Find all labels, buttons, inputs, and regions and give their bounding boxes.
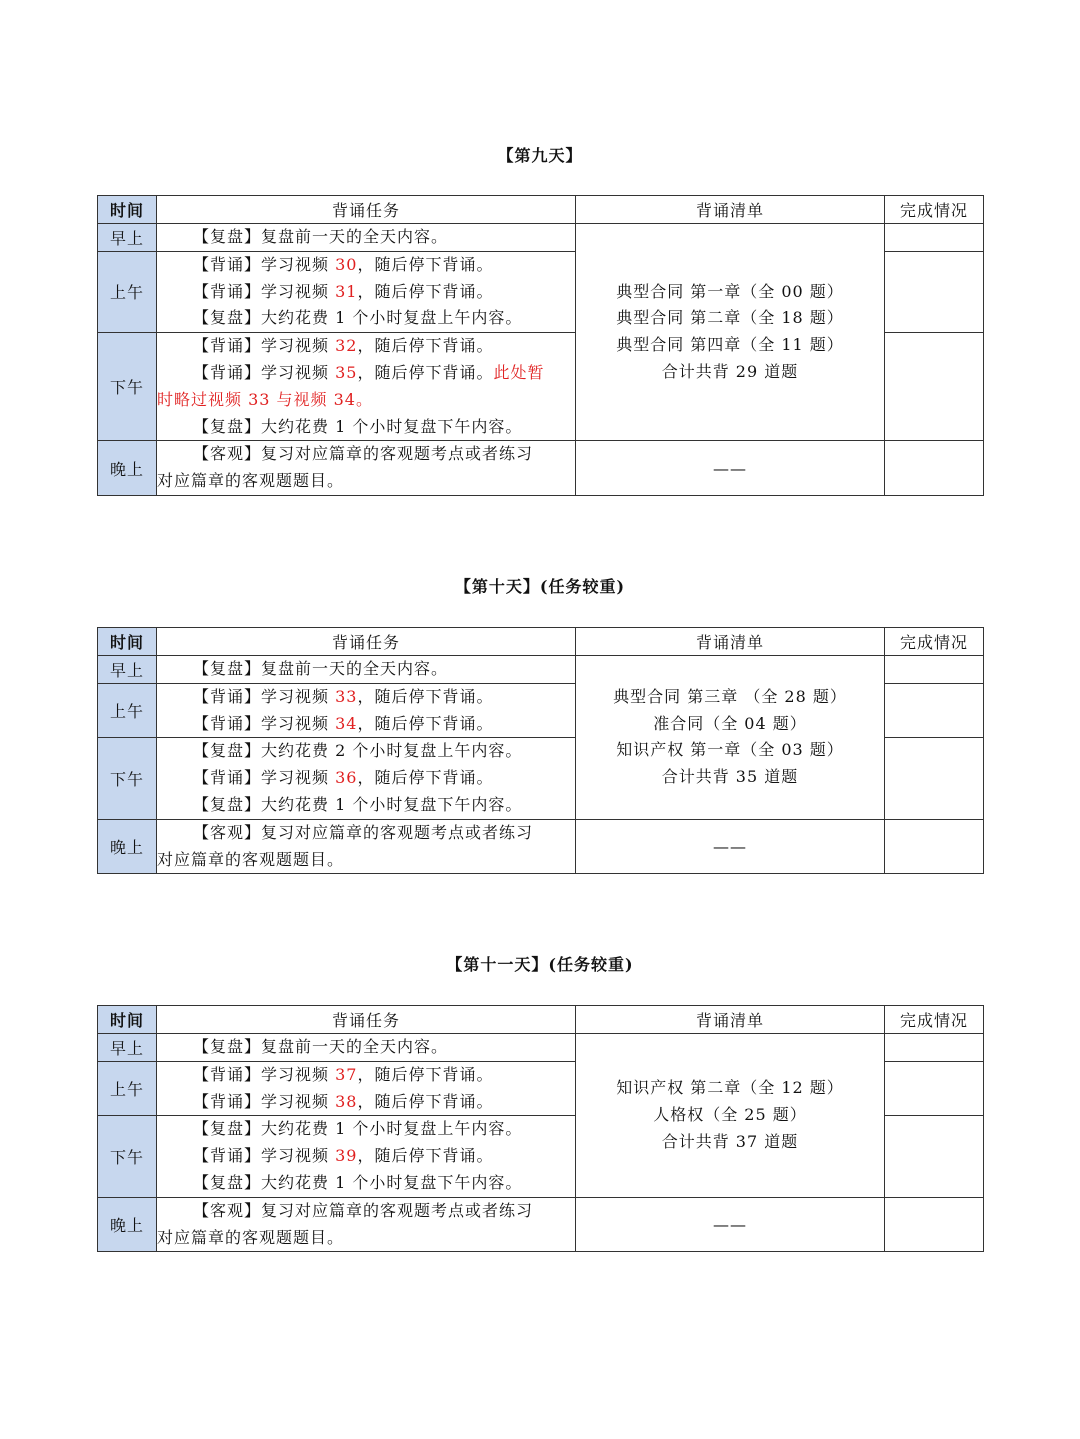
table-row-evening	[98, 819, 984, 874]
table-header-row	[98, 196, 984, 224]
period-forenoon: 上午	[98, 1061, 157, 1116]
status-cell[interactable]	[885, 683, 984, 738]
list-total: 合计共背 29 道题	[661, 361, 799, 381]
status-cell[interactable]	[885, 819, 984, 874]
recite-list-cell	[576, 224, 885, 441]
video-number: 34	[335, 713, 358, 733]
task-cell	[157, 1116, 576, 1197]
recite-list-cell	[576, 1197, 885, 1252]
list-total: 合计共背 35 道题	[661, 767, 799, 787]
video-number: 36	[335, 768, 358, 788]
task-line: 【客观】复习对应篇章的客观题考点或者练习	[193, 822, 534, 842]
table-header-row	[98, 628, 984, 656]
table-row-morning	[98, 1034, 984, 1062]
task-line: 【复盘】大约花费 1 个小时复盘上午内容。	[193, 308, 523, 328]
recite-list-cell	[576, 1034, 885, 1198]
task-cell	[157, 1034, 576, 1062]
header-time: 时间	[98, 628, 157, 656]
header-time: 时间	[98, 196, 157, 224]
video-number: 33	[335, 686, 358, 706]
list-total: 合计共背 37 道题	[661, 1131, 799, 1151]
list-item: 准合同（全 04 题）	[653, 713, 807, 733]
status-cell[interactable]	[885, 441, 984, 496]
status-cell[interactable]	[885, 1116, 984, 1197]
status-cell[interactable]	[885, 224, 984, 252]
task-line: 【背诵】学习视频 36，随后停下背诵。	[193, 768, 494, 788]
recite-list-cell	[576, 819, 885, 874]
list-item: 典型合同 第三章 （全 28 题）	[613, 686, 847, 706]
task-cell	[157, 656, 576, 684]
status-cell[interactable]	[885, 1197, 984, 1252]
task-line: 【复盘】大约花费 1 个小时复盘下午内容。	[193, 1172, 523, 1192]
day-9-title: 【第九天】	[497, 146, 583, 165]
day-10-title: 【第十天】(任务较重)	[454, 577, 626, 596]
task-line: 对应篇章的客观题题目。	[157, 849, 345, 869]
day-11-table	[97, 1005, 984, 1252]
task-cell	[157, 441, 576, 496]
task-cell	[157, 738, 576, 819]
header-tasks: 背诵任务	[157, 196, 576, 224]
header-list: 背诵清单	[576, 196, 885, 224]
task-line: 【背诵】学习视频 33，随后停下背诵。	[193, 686, 494, 706]
video-number: 32	[335, 336, 358, 356]
video-number: 31	[335, 281, 358, 301]
table-row-evening	[98, 1197, 984, 1252]
recite-list-cell	[576, 656, 885, 820]
status-cell[interactable]	[885, 1034, 984, 1062]
list-item: 知识产权 第二章（全 12 题）	[616, 1078, 844, 1098]
day-10-table	[97, 627, 984, 874]
video-number: 30	[335, 254, 358, 274]
header-list: 背诵清单	[576, 628, 885, 656]
task-line: 【背诵】学习视频 38，随后停下背诵。	[193, 1091, 494, 1111]
table-row-evening	[98, 441, 984, 496]
header-status: 完成情况	[885, 196, 984, 224]
period-forenoon: 上午	[98, 251, 157, 332]
period-evening: 晚上	[98, 441, 157, 496]
task-line: 【背诵】学习视频 31，随后停下背诵。	[193, 281, 494, 301]
note-text: 时略过视频 33 与视频 34。	[157, 389, 373, 409]
dash-placeholder: ——	[713, 837, 747, 857]
period-forenoon: 上午	[98, 683, 157, 738]
period-afternoon: 下午	[98, 1116, 157, 1197]
header-time: 时间	[98, 1006, 157, 1034]
day-10-section	[97, 576, 983, 869]
list-item: 典型合同 第二章（全 18 题）	[616, 308, 844, 328]
task-cell	[157, 683, 576, 738]
task-cell	[157, 1197, 576, 1252]
task-line: 【背诵】学习视频 30，随后停下背诵。	[193, 254, 494, 274]
task-line: 【复盘】复盘前一天的全天内容。	[193, 659, 449, 678]
period-morning: 早上	[98, 224, 157, 252]
period-morning: 早上	[98, 656, 157, 684]
task-line: 【复盘】复盘前一天的全天内容。	[193, 227, 449, 246]
table-row-morning	[98, 656, 984, 684]
dash-placeholder: ——	[713, 458, 747, 478]
task-line: 【复盘】复盘前一天的全天内容。	[193, 1037, 449, 1056]
list-item: 典型合同 第四章（全 11 题）	[616, 335, 844, 355]
header-list: 背诵清单	[576, 1006, 885, 1034]
status-cell[interactable]	[885, 333, 984, 441]
task-cell	[157, 224, 576, 252]
task-line: 对应篇章的客观题题目。	[157, 1227, 345, 1247]
task-line: 【背诵】学习视频 34，随后停下背诵。	[193, 713, 494, 733]
task-line: 【背诵】学习视频 32，随后停下背诵。	[193, 336, 494, 356]
task-line: 【客观】复习对应篇章的客观题考点或者练习	[193, 444, 534, 464]
list-item: 典型合同 第一章（全 00 题）	[616, 281, 844, 301]
status-cell[interactable]	[885, 738, 984, 819]
video-number: 38	[335, 1091, 358, 1111]
video-number: 35	[335, 362, 358, 382]
task-line: 【复盘】大约花费 1 个小时复盘上午内容。	[193, 1119, 523, 1139]
video-number: 37	[335, 1064, 358, 1084]
header-tasks: 背诵任务	[157, 1006, 576, 1034]
header-tasks: 背诵任务	[157, 628, 576, 656]
task-line: 【复盘】大约花费 2 个小时复盘上午内容。	[193, 741, 523, 761]
dash-placeholder: ——	[713, 1215, 747, 1235]
status-cell[interactable]	[885, 656, 984, 684]
task-line: 对应篇章的客观题题目。	[157, 471, 345, 491]
note-text: 此处暂	[493, 362, 545, 382]
period-afternoon: 下午	[98, 333, 157, 441]
table-row-morning	[98, 224, 984, 252]
task-line: 【复盘】大约花费 1 个小时复盘下午内容。	[193, 416, 523, 436]
task-line: 【背诵】学习视频 39，随后停下背诵。	[193, 1146, 494, 1166]
task-line: 【客观】复习对应篇章的客观题考点或者练习	[193, 1200, 534, 1220]
video-number: 39	[335, 1146, 358, 1166]
day-9-section	[97, 145, 983, 491]
period-evening: 晚上	[98, 819, 157, 874]
task-cell	[157, 1061, 576, 1116]
task-line: 【复盘】大约花费 1 个小时复盘下午内容。	[193, 794, 523, 814]
status-cell[interactable]	[885, 251, 984, 332]
status-cell[interactable]	[885, 1061, 984, 1116]
table-header-row	[98, 1006, 984, 1034]
list-item: 人格权（全 25 题）	[653, 1104, 807, 1124]
header-status: 完成情况	[885, 1006, 984, 1034]
day-9-table	[97, 195, 984, 496]
period-morning: 早上	[98, 1034, 157, 1062]
day-11-title: 【第十一天】(任务较重)	[446, 955, 634, 974]
day-11-section	[97, 954, 983, 1247]
task-cell	[157, 819, 576, 874]
recite-list-cell	[576, 441, 885, 496]
task-cell	[157, 333, 576, 441]
header-status: 完成情况	[885, 628, 984, 656]
period-afternoon: 下午	[98, 738, 157, 819]
list-item: 知识产权 第一章（全 03 题）	[616, 740, 844, 760]
task-line: 【背诵】学习视频 35，随后停下背诵。此处暂	[193, 362, 545, 382]
period-evening: 晚上	[98, 1197, 157, 1252]
task-cell	[157, 251, 576, 332]
task-line: 【背诵】学习视频 37，随后停下背诵。	[193, 1064, 494, 1084]
